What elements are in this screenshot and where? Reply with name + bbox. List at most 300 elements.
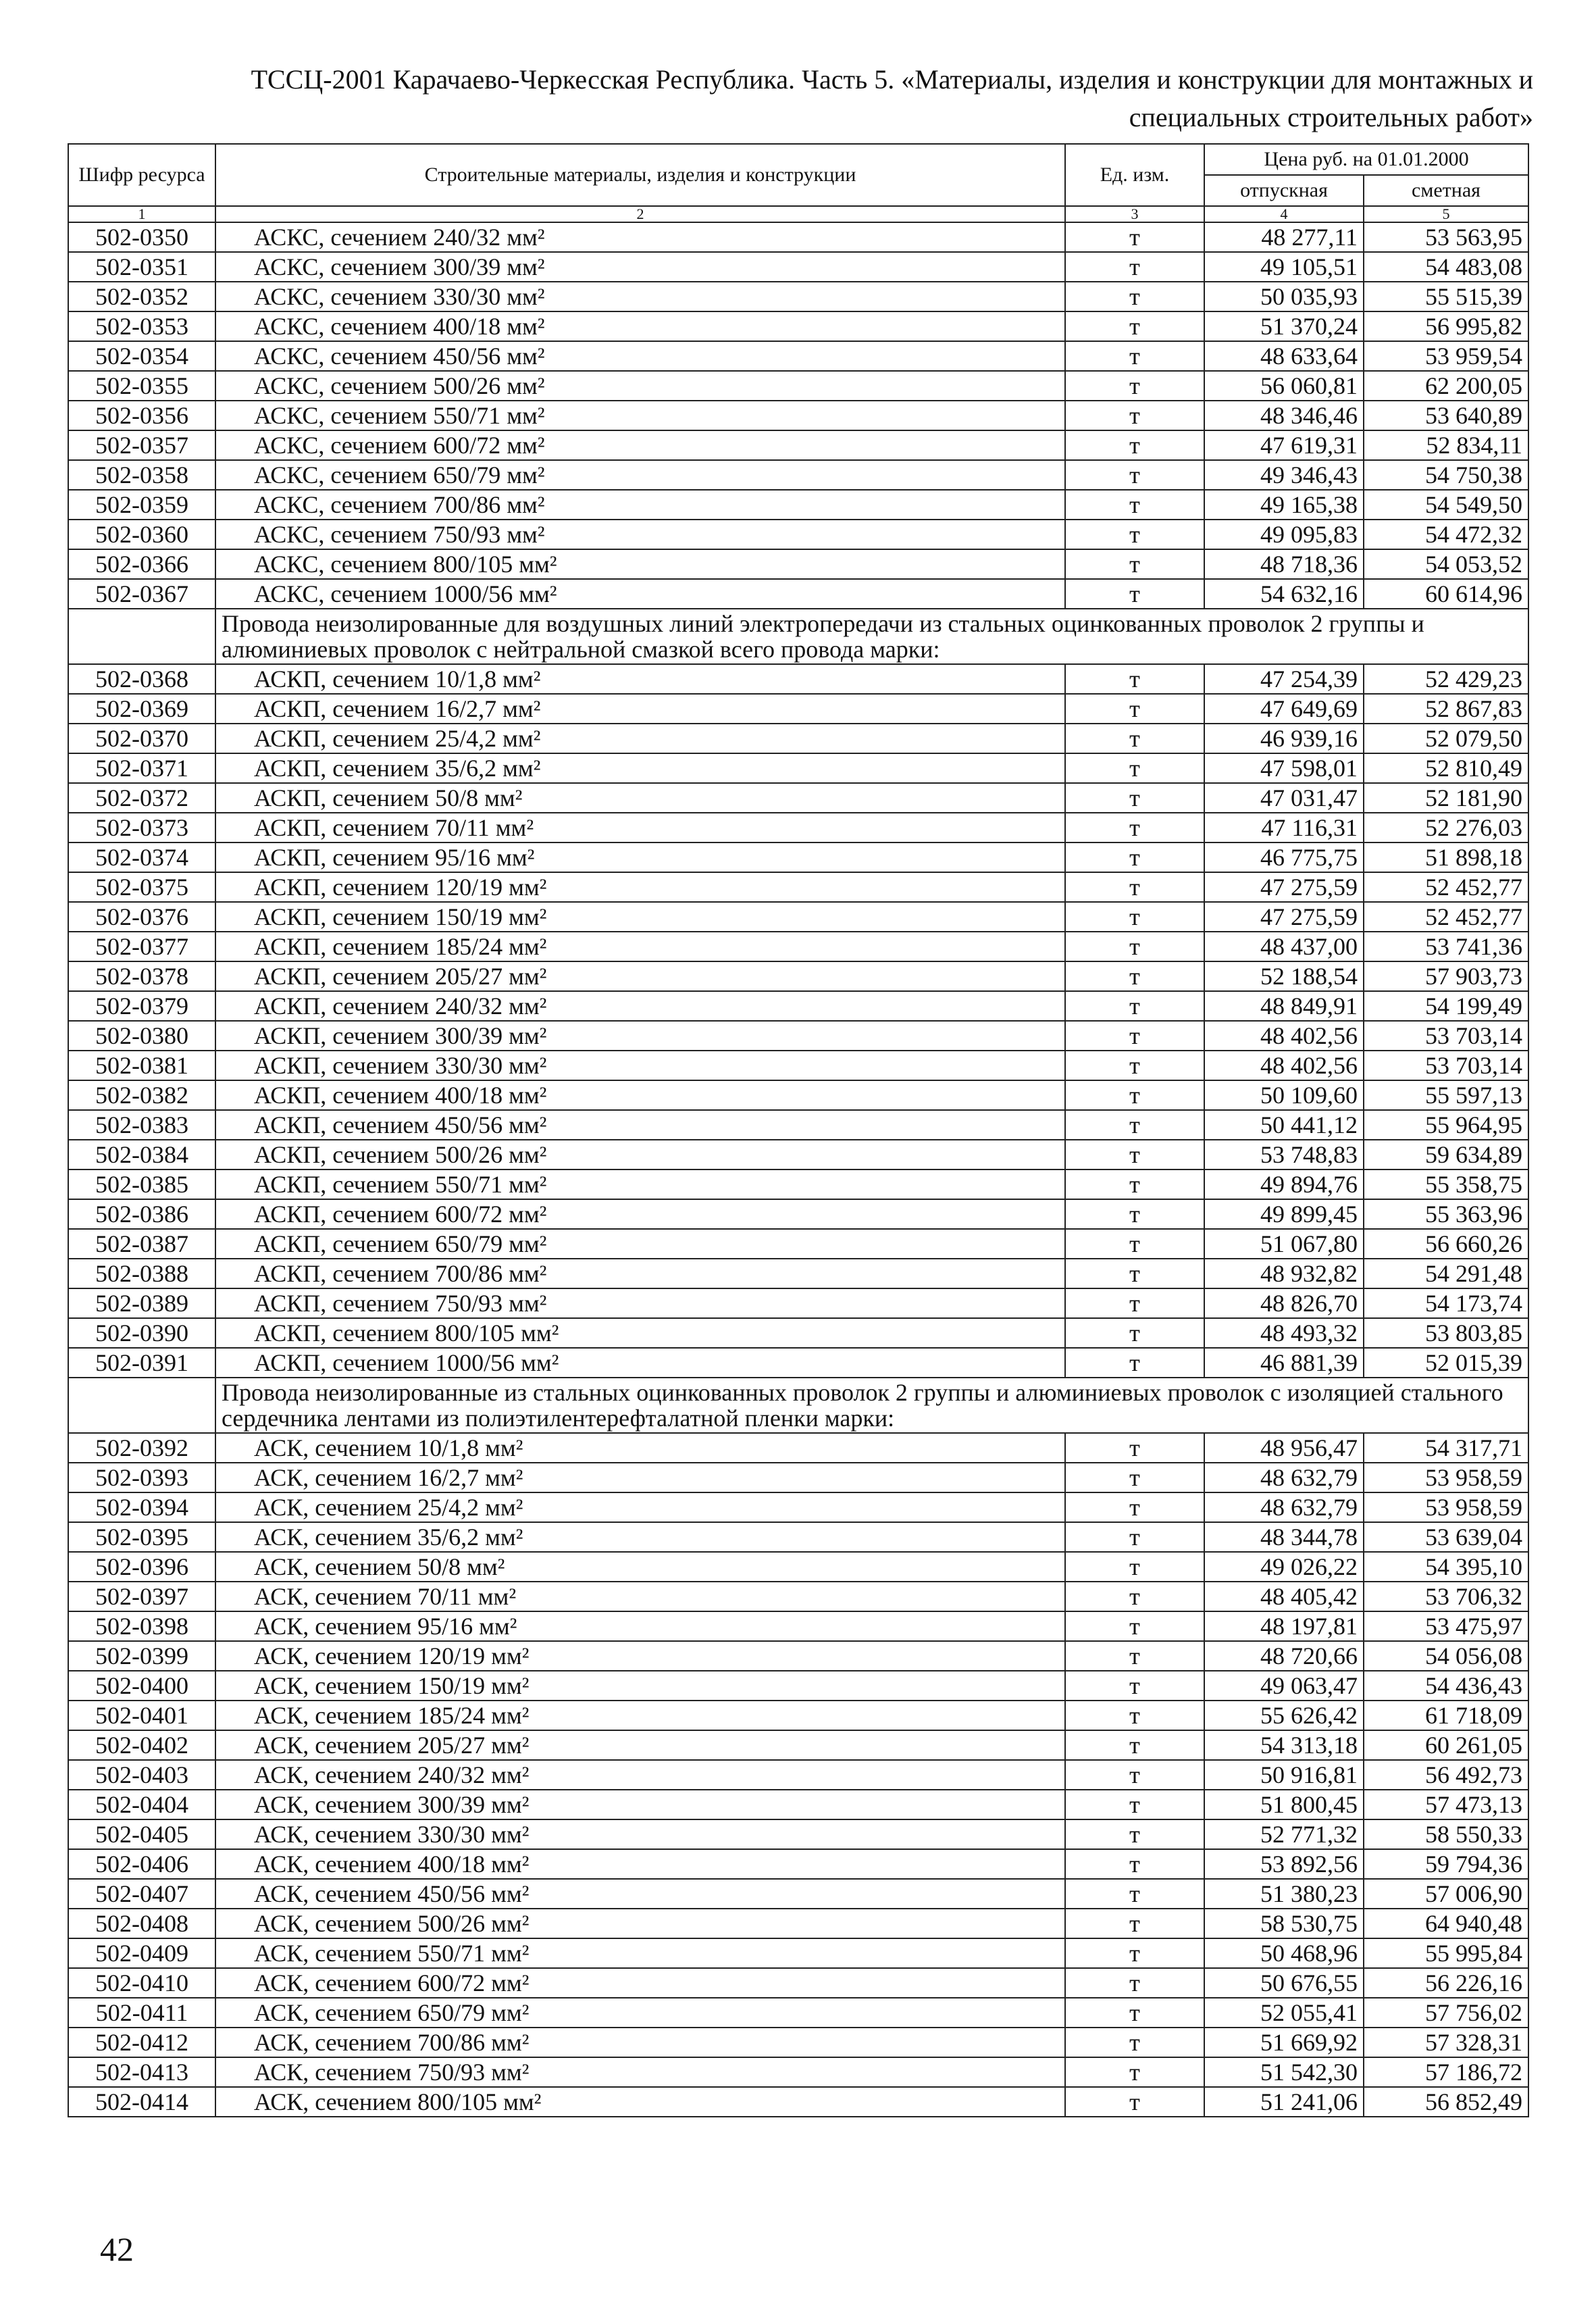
resource-code-cell: 502-0405 [68,1819,215,1849]
unit-cell: т [1065,1701,1204,1730]
release-price-cell: 53 748,83 [1204,1140,1364,1169]
table-row [68,694,1528,724]
table-row [68,991,1528,1021]
release-price-cell: 49 165,38 [1204,490,1364,520]
unit-cell: т [1065,1671,1204,1701]
table-row [68,2087,1528,2117]
release-price-cell: 48 632,79 [1204,1492,1364,1522]
material-name-cell: АСКС, сечением 550/71 мм² [215,401,1065,430]
unit-cell: т [1065,872,1204,902]
estimate-price-cell: 53 640,89 [1364,401,1528,430]
resource-code-cell: 502-0385 [68,1169,215,1199]
release-price-cell: 51 241,06 [1204,2087,1364,2117]
material-name-cell: АСК, сечением 600/72 мм² [215,1968,1065,1998]
material-name-cell: АСКП, сечением 95/16 мм² [215,842,1065,872]
table-row [68,1819,1528,1849]
material-name-cell: АСКС, сечением 300/39 мм² [215,252,1065,282]
material-name-cell: АСКС, сечением 800/105 мм² [215,549,1065,579]
unit-cell: т [1065,1968,1204,1998]
estimate-price-cell: 61 718,09 [1364,1701,1528,1730]
estimate-price-cell: 64 940,48 [1364,1909,1528,1938]
release-price-cell: 48 493,32 [1204,1318,1364,1348]
material-name-cell: АСКП, сечением 16/2,7 мм² [215,694,1065,724]
release-price-cell: 54 313,18 [1204,1730,1364,1760]
unit-cell: т [1065,430,1204,460]
table-row [68,371,1528,401]
estimate-price-cell: 53 563,95 [1364,222,1528,252]
column-number: 5 [1364,206,1528,222]
table-row [68,1611,1528,1641]
table-row [68,311,1528,341]
material-name-cell: АСК, сечением 500/26 мм² [215,1909,1065,1938]
table-row [68,932,1528,961]
material-name-cell: АСК, сечением 25/4,2 мм² [215,1492,1065,1522]
release-price-cell: 56 060,81 [1204,371,1364,401]
column-number: 1 [68,206,215,222]
section-heading-spacer [68,1378,215,1433]
material-name-cell: АСК, сечением 550/71 мм² [215,1938,1065,1968]
resource-code-cell: 502-0400 [68,1671,215,1701]
estimate-price-cell: 54 173,74 [1364,1288,1528,1318]
estimate-price-cell: 51 898,18 [1364,842,1528,872]
table-row [68,1849,1528,1879]
estimate-price-cell: 55 363,96 [1364,1199,1528,1229]
release-price-cell: 47 598,01 [1204,753,1364,783]
release-price-cell: 48 718,36 [1204,549,1364,579]
section-heading: Провода неизолированные для воздушных линий электропередачи из стальных оцинкованных проволок 2 группы и алюминиевых проволок с нейтральной смазкой всего провода марки: [215,609,1528,664]
release-price-cell: 47 275,59 [1204,902,1364,932]
release-price-cell: 47 254,39 [1204,664,1364,694]
unit-cell: т [1065,311,1204,341]
resource-code-cell: 502-0380 [68,1021,215,1051]
table-row [68,1021,1528,1051]
resource-code-cell: 502-0390 [68,1318,215,1348]
material-name-cell: АСКП, сечением 750/93 мм² [215,1288,1065,1318]
table-row [68,2028,1528,2057]
unit-cell: т [1065,252,1204,282]
table-row [68,1582,1528,1611]
unit-cell: т [1065,1522,1204,1552]
column-numbers-row [68,206,1528,222]
release-price-cell: 48 932,82 [1204,1259,1364,1288]
release-price-cell: 48 720,66 [1204,1641,1364,1671]
table-row [68,252,1528,282]
unit-cell: т [1065,1199,1204,1229]
column-header-release-price: отпускная [1204,175,1364,206]
table-row [68,1348,1528,1378]
resource-code-cell: 502-0399 [68,1641,215,1671]
unit-cell: т [1065,753,1204,783]
material-name-cell: АСК, сечением 95/16 мм² [215,1611,1065,1641]
unit-cell: т [1065,1348,1204,1378]
estimate-price-cell: 54 317,71 [1364,1433,1528,1463]
unit-cell: т [1065,1938,1204,1968]
column-header-unit: Ед. изм. [1065,144,1204,206]
table-row [68,724,1528,753]
unit-cell: т [1065,490,1204,520]
estimate-price-cell: 56 995,82 [1364,311,1528,341]
unit-cell: т [1065,282,1204,311]
unit-cell: т [1065,1259,1204,1288]
release-price-cell: 51 542,30 [1204,2057,1364,2087]
resource-code-cell: 502-0350 [68,222,215,252]
resource-code-cell: 502-0369 [68,694,215,724]
resource-code-cell: 502-0404 [68,1790,215,1819]
material-name-cell: АСКП, сечением 450/56 мм² [215,1110,1065,1140]
estimate-price-cell: 52 867,83 [1364,694,1528,724]
unit-cell: т [1065,1492,1204,1522]
resource-code-cell: 502-0397 [68,1582,215,1611]
estimate-price-cell: 60 614,96 [1364,579,1528,609]
material-name-cell: АСКП, сечением 35/6,2 мм² [215,753,1065,783]
release-price-cell: 50 109,60 [1204,1080,1364,1110]
estimate-price-cell: 54 483,08 [1364,252,1528,282]
resource-code-cell: 502-0378 [68,961,215,991]
estimate-price-cell: 53 475,97 [1364,1611,1528,1641]
resource-code-cell: 502-0392 [68,1433,215,1463]
release-price-cell: 48 197,81 [1204,1611,1364,1641]
resource-code-cell: 502-0383 [68,1110,215,1140]
release-price-cell: 47 116,31 [1204,813,1364,842]
release-price-cell: 52 771,32 [1204,1819,1364,1849]
table-row [68,401,1528,430]
table-row [68,753,1528,783]
unit-cell: т [1065,1140,1204,1169]
unit-cell: т [1065,401,1204,430]
table-row [68,490,1528,520]
table-row [68,1229,1528,1259]
resource-code-cell: 502-0356 [68,401,215,430]
table-row [68,1169,1528,1199]
release-price-cell: 58 530,75 [1204,1909,1364,1938]
estimate-price-cell: 54 436,43 [1364,1671,1528,1701]
release-price-cell: 47 619,31 [1204,430,1364,460]
resource-code-cell: 502-0409 [68,1938,215,1968]
material-name-cell: АСКС, сечением 450/56 мм² [215,341,1065,371]
release-price-cell: 51 067,80 [1204,1229,1364,1259]
resource-code-cell: 502-0388 [68,1259,215,1288]
resource-code-cell: 502-0358 [68,460,215,490]
resource-code-cell: 502-0395 [68,1522,215,1552]
resource-code-cell: 502-0396 [68,1552,215,1582]
estimate-price-cell: 53 803,85 [1364,1318,1528,1348]
release-price-cell: 50 035,93 [1204,282,1364,311]
material-name-cell: АСКП, сечением 700/86 мм² [215,1259,1065,1288]
material-name-cell: АСКП, сечением 50/8 мм² [215,783,1065,813]
table-row [68,579,1528,609]
unit-cell: т [1065,1051,1204,1080]
material-name-cell: АСКС, сечением 500/26 мм² [215,371,1065,401]
material-name-cell: АСКП, сечением 10/1,8 мм² [215,664,1065,694]
release-price-cell: 46 881,39 [1204,1348,1364,1378]
table-row [68,549,1528,579]
unit-cell: т [1065,902,1204,932]
unit-cell: т [1065,842,1204,872]
table-row [68,460,1528,490]
resource-code-cell: 502-0354 [68,341,215,371]
resource-code-cell: 502-0386 [68,1199,215,1229]
estimate-price-cell: 54 750,38 [1364,460,1528,490]
unit-cell: т [1065,961,1204,991]
estimate-price-cell: 57 006,90 [1364,1879,1528,1909]
material-name-cell: АСК, сечением 330/30 мм² [215,1819,1065,1849]
resource-code-cell: 502-0394 [68,1492,215,1522]
estimate-price-cell: 53 706,32 [1364,1582,1528,1611]
unit-cell: т [1065,1080,1204,1110]
resource-code-cell: 502-0373 [68,813,215,842]
table-row [68,1552,1528,1582]
material-name-cell: АСКС, сечением 700/86 мм² [215,490,1065,520]
unit-cell: т [1065,1611,1204,1641]
release-price-cell: 49 346,43 [1204,460,1364,490]
resource-code-cell: 502-0408 [68,1909,215,1938]
table-header [68,144,1528,222]
estimate-price-cell: 54 472,32 [1364,520,1528,549]
resource-code-cell: 502-0401 [68,1701,215,1730]
unit-cell: т [1065,1790,1204,1819]
table-row [68,430,1528,460]
release-price-cell: 48 849,91 [1204,991,1364,1021]
estimate-price-cell: 56 660,26 [1364,1229,1528,1259]
release-price-cell: 54 632,16 [1204,579,1364,609]
unit-cell: т [1065,1582,1204,1611]
unit-cell: т [1065,1229,1204,1259]
resource-code-cell: 502-0376 [68,902,215,932]
resource-code-cell: 502-0410 [68,1968,215,1998]
estimate-price-cell: 57 756,02 [1364,1998,1528,2028]
table-row [68,1288,1528,1318]
column-header-estimate-price: сметная [1364,175,1528,206]
estimate-price-cell: 52 015,39 [1364,1348,1528,1378]
release-price-cell: 50 441,12 [1204,1110,1364,1140]
table-row [68,1998,1528,2028]
material-name-cell: АСКП, сечением 300/39 мм² [215,1021,1065,1051]
estimate-price-cell: 55 964,95 [1364,1110,1528,1140]
unit-cell: т [1065,1730,1204,1760]
material-name-cell: АСКС, сечением 240/32 мм² [215,222,1065,252]
material-name-cell: АСКП, сечением 185/24 мм² [215,932,1065,961]
resource-code-cell: 502-0393 [68,1463,215,1492]
table-row [68,1492,1528,1522]
section-heading-row [68,1378,1528,1433]
unit-cell: т [1065,1110,1204,1140]
table-row [68,1433,1528,1463]
document-header [68,61,1533,136]
resource-code-cell: 502-0353 [68,311,215,341]
material-name-cell: АСКП, сечением 150/19 мм² [215,902,1065,932]
estimate-price-cell: 52 834,11 [1364,430,1528,460]
estimate-price-cell: 58 550,33 [1364,1819,1528,1849]
material-name-cell: АСК, сечением 400/18 мм² [215,1849,1065,1879]
material-name-cell: АСКП, сечением 650/79 мм² [215,1229,1065,1259]
table-row [68,1140,1528,1169]
material-name-cell: АСК, сечением 800/105 мм² [215,2087,1065,2117]
resource-code-cell: 502-0377 [68,932,215,961]
resource-code-cell: 502-0351 [68,252,215,282]
estimate-price-cell: 56 226,16 [1364,1968,1528,1998]
estimate-price-cell: 54 199,49 [1364,991,1528,1021]
material-name-cell: АСК, сечением 50/8 мм² [215,1552,1065,1582]
unit-cell: т [1065,991,1204,1021]
table-row [68,1671,1528,1701]
table-row [68,664,1528,694]
resource-code-cell: 502-0402 [68,1730,215,1760]
material-name-cell: АСКП, сечением 120/19 мм² [215,872,1065,902]
material-name-cell: АСК, сечением 16/2,7 мм² [215,1463,1065,1492]
resource-code-cell: 502-0384 [68,1140,215,1169]
unit-cell: т [1065,664,1204,694]
document-title-line-1: ТССЦ-2001 Карачаево-Черкесская Республика. Часть 5. «Материалы, изделия и конструкции для монтажных и [251,64,1533,95]
release-price-cell: 50 676,55 [1204,1968,1364,1998]
column-number: 2 [215,206,1065,222]
release-price-cell: 48 437,00 [1204,932,1364,961]
estimate-price-cell: 53 741,36 [1364,932,1528,961]
resource-code-cell: 502-0379 [68,991,215,1021]
material-name-cell: АСК, сечением 205/27 мм² [215,1730,1065,1760]
table-row [68,1522,1528,1552]
estimate-price-cell: 55 515,39 [1364,282,1528,311]
resource-code-cell: 502-0391 [68,1348,215,1378]
material-name-cell: АСКП, сечением 70/11 мм² [215,813,1065,842]
material-name-cell: АСК, сечением 70/11 мм² [215,1582,1065,1611]
unit-cell: т [1065,1021,1204,1051]
estimate-price-cell: 53 959,54 [1364,341,1528,371]
unit-cell: т [1065,1879,1204,1909]
resource-code-cell: 502-0357 [68,430,215,460]
table-row [68,2057,1528,2087]
release-price-cell: 55 626,42 [1204,1701,1364,1730]
table-row [68,842,1528,872]
release-price-cell: 46 775,75 [1204,842,1364,872]
unit-cell: т [1065,1819,1204,1849]
material-name-cell: АСК, сечением 150/19 мм² [215,1671,1065,1701]
material-name-cell: АСКП, сечением 205/27 мм² [215,961,1065,991]
estimate-price-cell: 54 395,10 [1364,1552,1528,1582]
resource-code-cell: 502-0359 [68,490,215,520]
unit-cell: т [1065,549,1204,579]
table-row [68,520,1528,549]
resource-code-cell: 502-0403 [68,1760,215,1790]
table-row [68,1790,1528,1819]
release-price-cell: 48 346,46 [1204,401,1364,430]
release-price-cell: 50 916,81 [1204,1760,1364,1790]
unit-cell: т [1065,2028,1204,2057]
material-name-cell: АСК, сечением 240/32 мм² [215,1760,1065,1790]
material-name-cell: АСКП, сечением 1000/56 мм² [215,1348,1065,1378]
table-row [68,961,1528,991]
material-name-cell: АСКС, сечением 1000/56 мм² [215,579,1065,609]
table-body [68,222,1528,2117]
estimate-price-cell: 54 056,08 [1364,1641,1528,1671]
estimate-price-cell: 52 276,03 [1364,813,1528,842]
estimate-price-cell: 52 452,77 [1364,872,1528,902]
release-price-cell: 48 277,11 [1204,222,1364,252]
resource-code-cell: 502-0371 [68,753,215,783]
release-price-cell: 47 031,47 [1204,783,1364,813]
unit-cell: т [1065,1760,1204,1790]
material-name-cell: АСК, сечением 120/19 мм² [215,1641,1065,1671]
unit-cell: т [1065,579,1204,609]
resource-code-cell: 502-0367 [68,579,215,609]
resource-code-cell: 502-0407 [68,1879,215,1909]
estimate-price-cell: 53 958,59 [1364,1492,1528,1522]
estimate-price-cell: 55 597,13 [1364,1080,1528,1110]
table-row [68,1259,1528,1288]
unit-cell: т [1065,1288,1204,1318]
resource-code-cell: 502-0381 [68,1051,215,1080]
unit-cell: т [1065,371,1204,401]
release-price-cell: 48 405,42 [1204,1582,1364,1611]
resource-code-cell: 502-0398 [68,1611,215,1641]
material-name-cell: АСКП, сечением 240/32 мм² [215,991,1065,1021]
estimate-price-cell: 56 492,73 [1364,1760,1528,1790]
resource-code-cell: 502-0406 [68,1849,215,1879]
release-price-cell: 52 055,41 [1204,1998,1364,2028]
unit-cell: т [1065,520,1204,549]
table-row [68,1938,1528,1968]
unit-cell: т [1065,783,1204,813]
estimate-price-cell: 60 261,05 [1364,1730,1528,1760]
price-table [68,143,1529,2117]
unit-cell: т [1065,1318,1204,1348]
resource-code-cell: 502-0382 [68,1080,215,1110]
release-price-cell: 48 344,78 [1204,1522,1364,1552]
table-row [68,1110,1528,1140]
estimate-price-cell: 53 958,59 [1364,1463,1528,1492]
estimate-price-cell: 55 995,84 [1364,1938,1528,1968]
table-row [68,282,1528,311]
release-price-cell: 49 899,45 [1204,1199,1364,1229]
release-price-cell: 48 956,47 [1204,1433,1364,1463]
release-price-cell: 51 800,45 [1204,1790,1364,1819]
material-name-cell: АСКП, сечением 25/4,2 мм² [215,724,1065,753]
table-row [68,1701,1528,1730]
material-name-cell: АСКС, сечением 750/93 мм² [215,520,1065,549]
table-row [68,222,1528,252]
resource-code-cell: 502-0387 [68,1229,215,1259]
section-heading-row [68,609,1528,664]
estimate-price-cell: 55 358,75 [1364,1169,1528,1199]
resource-code-cell: 502-0366 [68,549,215,579]
resource-code-cell: 502-0413 [68,2057,215,2087]
estimate-price-cell: 57 186,72 [1364,2057,1528,2087]
table-row [68,872,1528,902]
resource-code-cell: 502-0360 [68,520,215,549]
material-name-cell: АСКС, сечением 330/30 мм² [215,282,1065,311]
estimate-price-cell: 57 903,73 [1364,961,1528,991]
resource-code-cell: 502-0368 [68,664,215,694]
resource-code-cell: 502-0411 [68,1998,215,2028]
release-price-cell: 51 370,24 [1204,311,1364,341]
table-row [68,1730,1528,1760]
material-name-cell: АСКС, сечением 600/72 мм² [215,430,1065,460]
release-price-cell: 49 095,83 [1204,520,1364,549]
unit-cell: т [1065,1998,1204,2028]
estimate-price-cell: 56 852,49 [1364,2087,1528,2117]
table-row [68,902,1528,932]
column-header-name: Строительные материалы, изделия и конструкции [215,144,1065,206]
material-name-cell: АСКП, сечением 400/18 мм² [215,1080,1065,1110]
section-heading: Провода неизолированные из стальных оцинкованных проволок 2 группы и алюминиевых проволок с изоляцией стального сердечника лентами из полиэтилентерефталатной пленки марки: [215,1378,1528,1433]
resource-code-cell: 502-0389 [68,1288,215,1318]
unit-cell: т [1065,724,1204,753]
release-price-cell: 49 894,76 [1204,1169,1364,1199]
unit-cell: т [1065,813,1204,842]
material-name-cell: АСКП, сечением 330/30 мм² [215,1051,1065,1080]
resource-code-cell: 502-0370 [68,724,215,753]
material-name-cell: АСК, сечением 35/6,2 мм² [215,1522,1065,1552]
material-name-cell: АСКП, сечением 600/72 мм² [215,1199,1065,1229]
